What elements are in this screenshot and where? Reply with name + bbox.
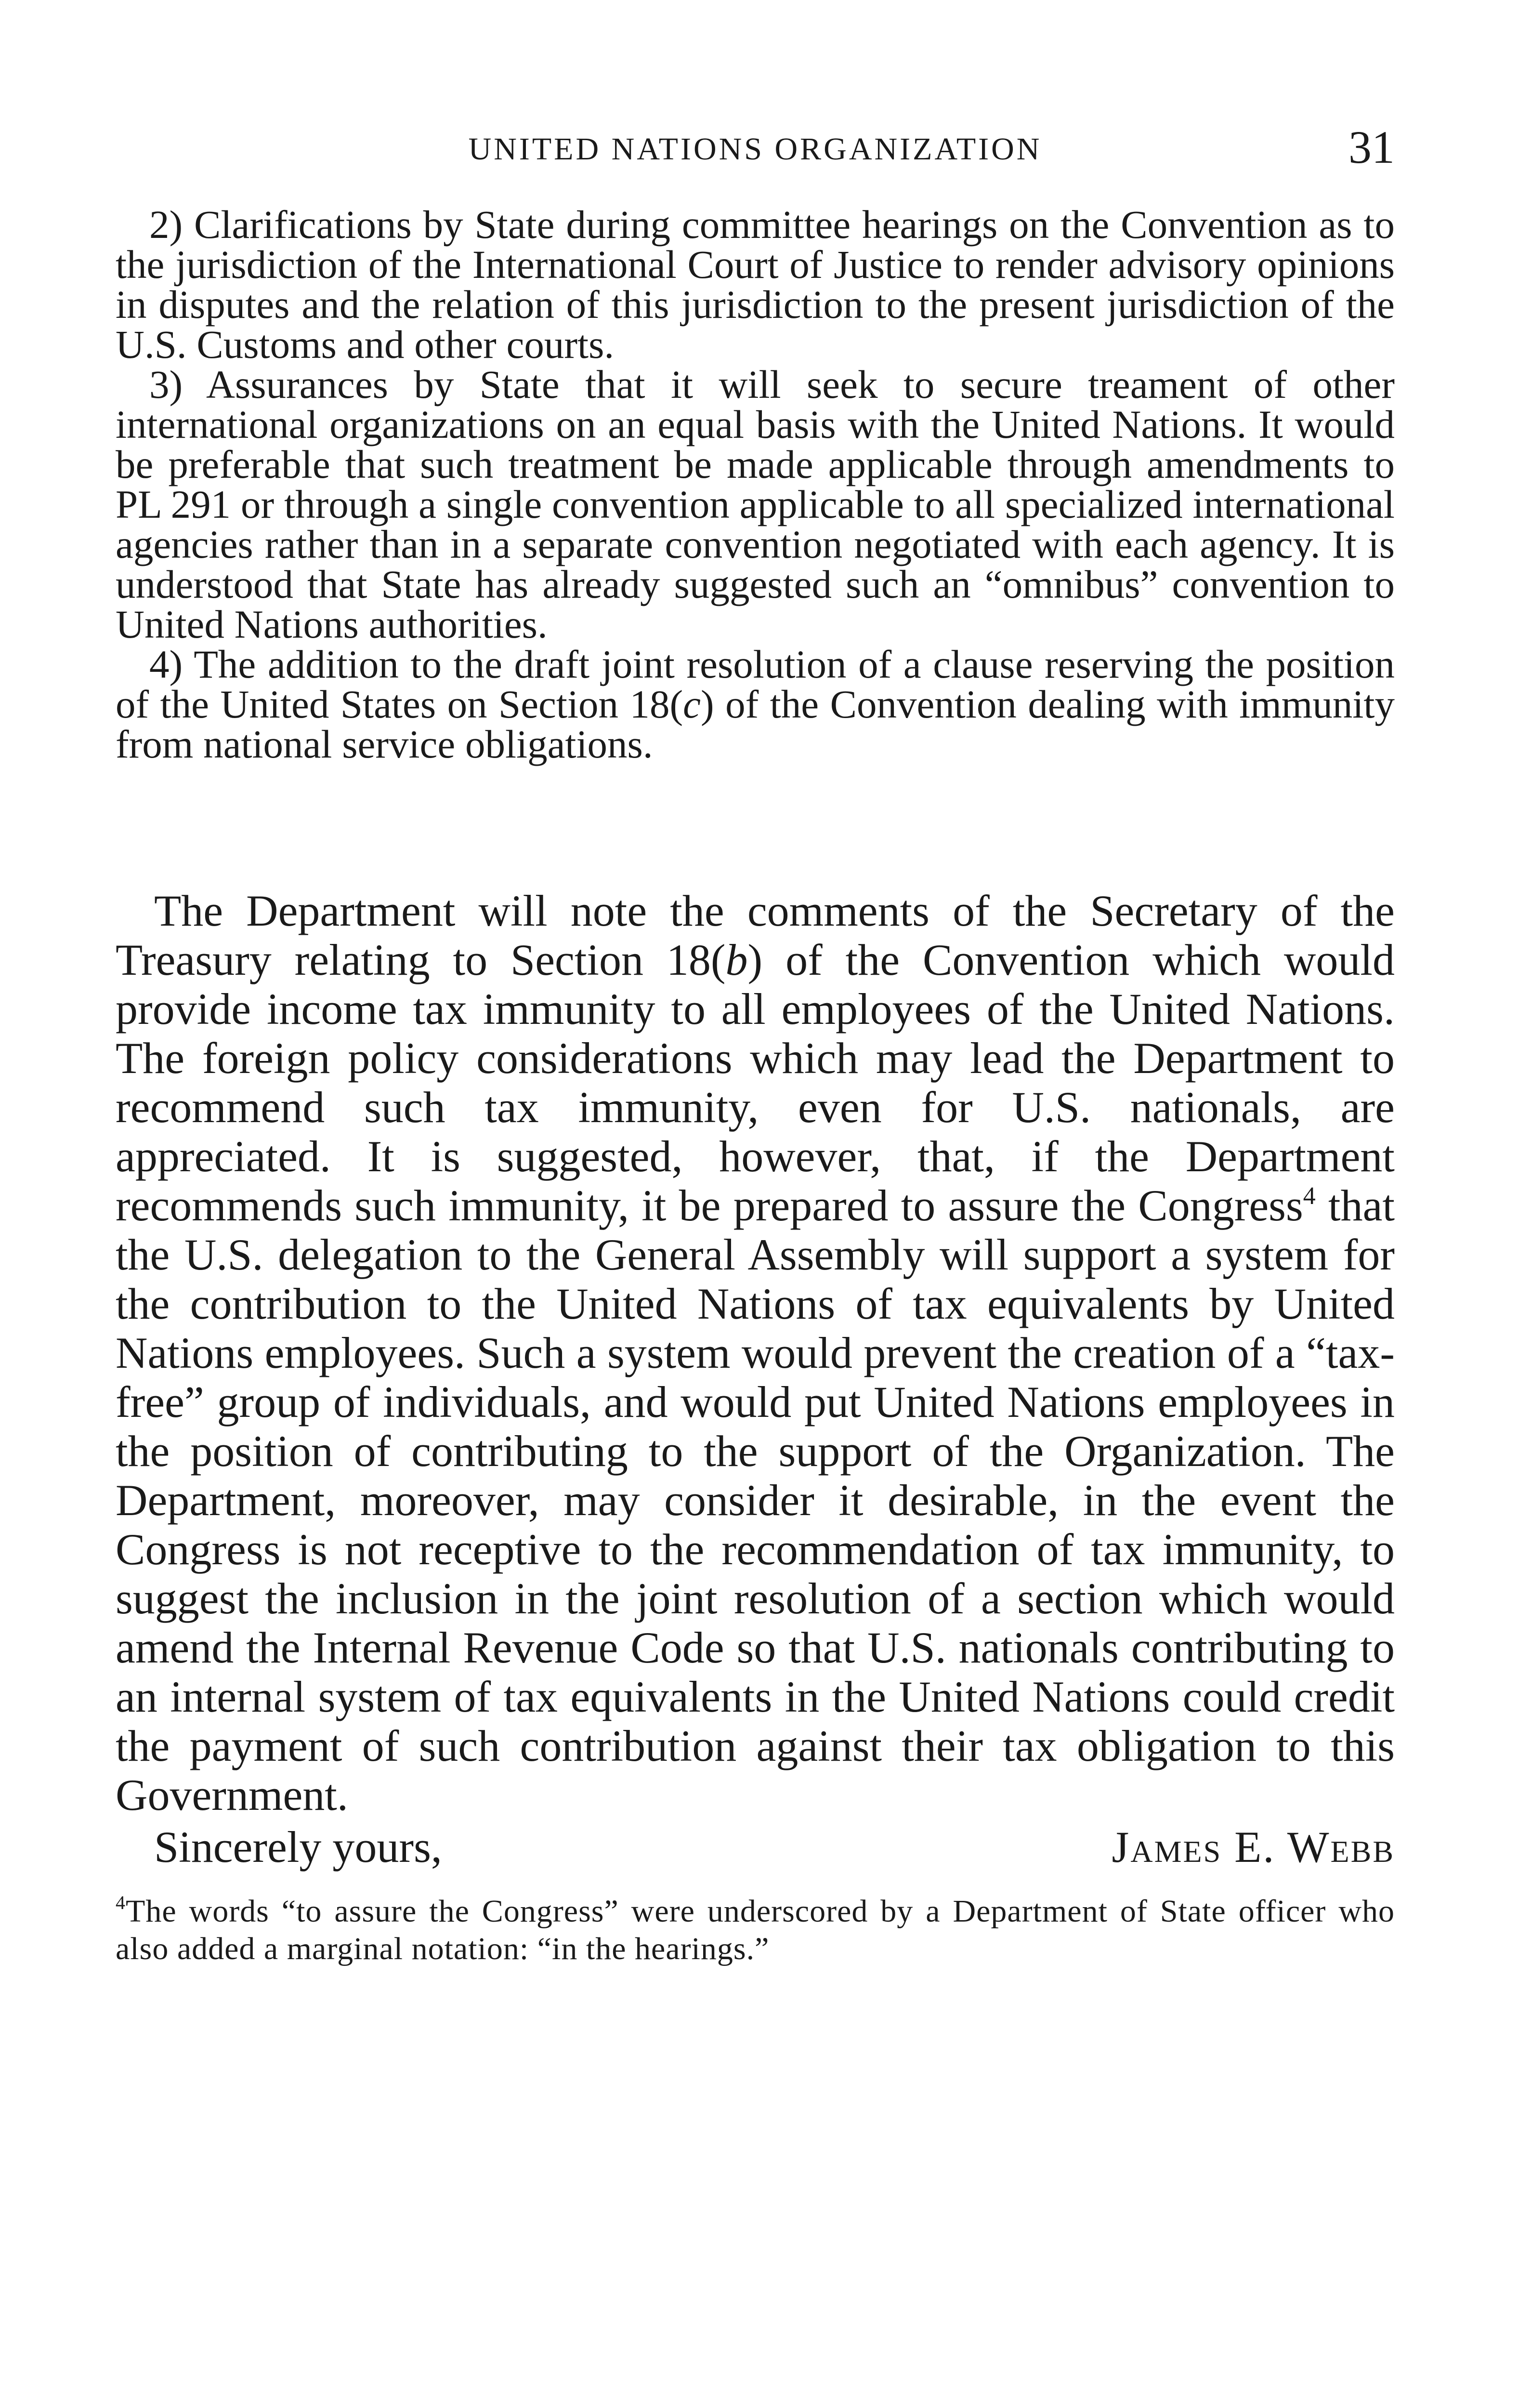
condition-item-2: 2) Clarifications by State during committee hearings on the Convention as to the jurisdiction of the International Court of Justice to render advisory opinions in disputes and the relation of this jurisdiction to the present jurisdiction of the U.S. Customs and other courts.	[116, 202, 1395, 366]
body-text-a: The Department will note the comments of the Secretary of the Treasury relating to Section 18(	[116, 886, 1395, 984]
running-title: UNITED NATIONS ORGANIZATION	[468, 131, 1042, 167]
conditions-list	[116, 202, 1395, 766]
condition-item-4-text-a: 4) The addition to the draft joint resolution of a clause reserving the position of the United States on Section 18(	[116, 642, 1395, 726]
condition-item-3: 3) Assurances by State that it will seek to secure treament of other international organizations on an equal basis with the United Nations. It would be preferable that such treatment be made applicable through amendments to PL 291 or through a single convention applicable to all specialized international agencies rather than in a separate convention negotiated with each agency. It is understood that State has already suggested such an “omnibus” convention to United Nations authorities.	[116, 362, 1395, 646]
footnote-mark: 4	[116, 1892, 126, 1913]
body-text-b: ) of the Convention which would provide income tax immunity to all employees of the United Nations. The foreign policy considerations which may lead the Department to recommend such tax immunity, even for U.S. nationals, are appreciated. It is suggested, however, that, if the Department recommends such immunity, it be prepared to assure the Congress	[116, 935, 1395, 1230]
body-text-c: that the U.S. delegation to the General Assembly will support a system for the contribution to the United Nations of tax equivalents by United Nations employees. Such a system would prevent the creation of a “tax-free” group of individuals, and would put United Nations employees in the position of contributing to the support of the Organization. The Department, moreover, may consider it desirable, in the event the Congress is not receptive to the recommendation of tax immunity, to suggest the inclusion in the joint resolution of a section which would amend the Internal Revenue Code so that U.S. nationals contributing to an internal system of tax equivalents in the United Nations could credit the payment of such contribution against their tax obligation to this Government.	[116, 1181, 1395, 1819]
footnote-reference: 4	[1303, 1182, 1316, 1210]
footnote	[116, 1893, 1395, 1968]
letter-body	[116, 886, 1395, 1871]
signer-name: James E. Webb	[1112, 1822, 1395, 1871]
page-number: 31	[1348, 121, 1395, 173]
closing: Sincerely yours,	[154, 1822, 442, 1871]
footnote-text: The words “to assure the Congress” were underscored by a Department of State officer who also added a marginal notation: “in the hearings.”	[116, 1894, 1395, 1966]
page-header	[116, 120, 1395, 178]
body-italic: b	[725, 935, 748, 984]
condition-item-4	[116, 644, 1395, 764]
signature-line	[116, 1822, 1395, 1871]
document-page	[116, 0, 1395, 2408]
condition-item-4-italic: c	[683, 682, 701, 726]
body-paragraph	[116, 886, 1395, 1819]
condition-item-4-text-b: ) of the Convention dealing with immunity from national service obligations.	[116, 682, 1395, 766]
